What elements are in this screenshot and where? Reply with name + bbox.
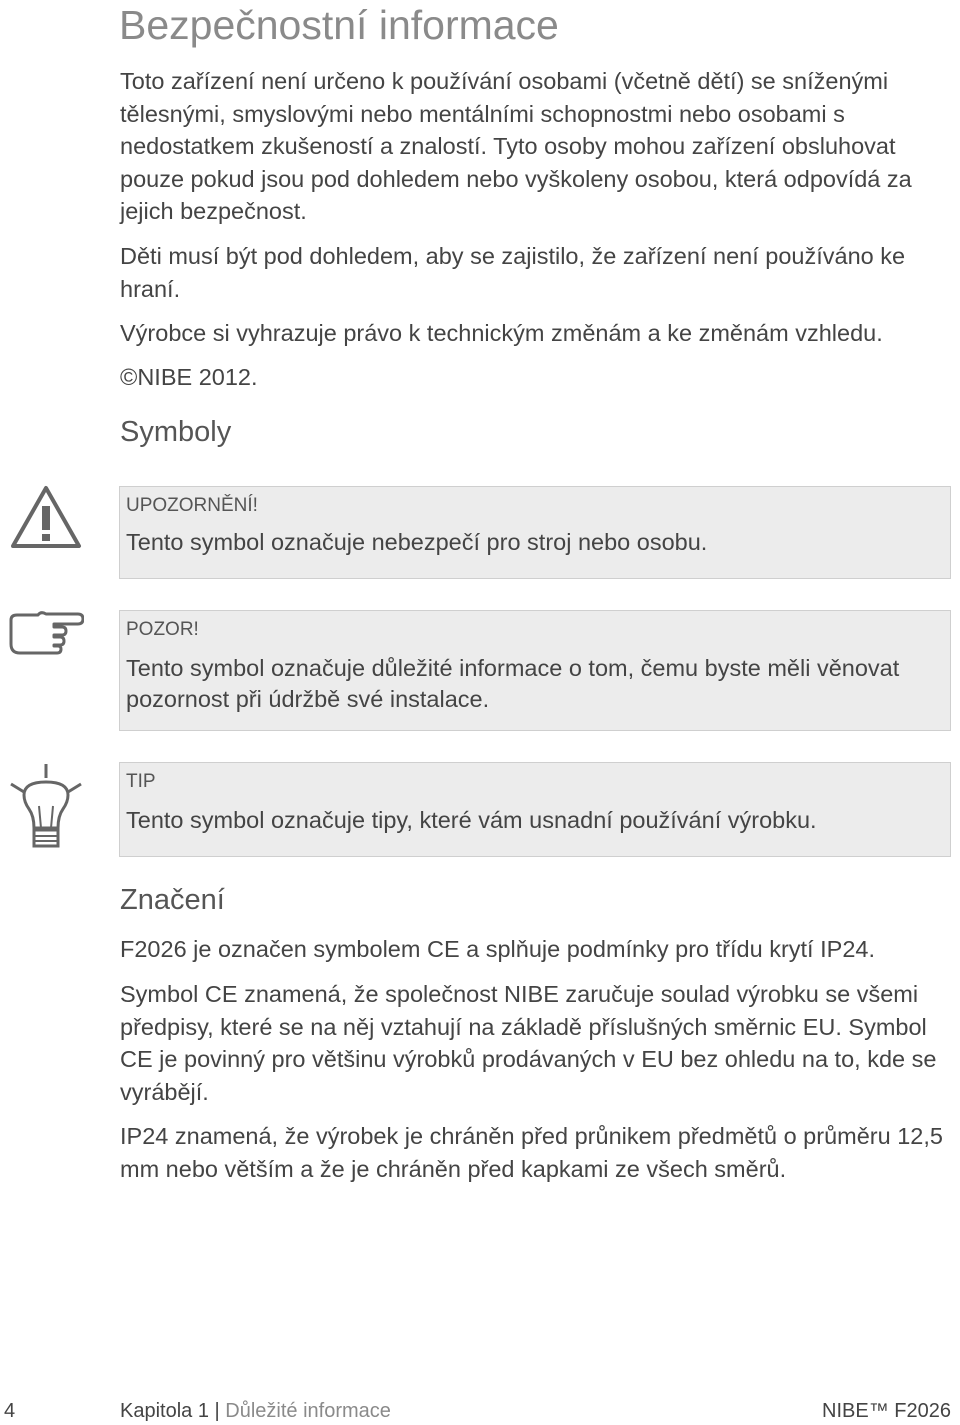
caution-label: POZOR! <box>126 619 199 640</box>
warning-triangle-icon <box>10 484 82 550</box>
caution-box <box>119 610 951 731</box>
ce-paragraph: F2026 je označen symbolem CE a splňuje podmínky pro třídu krytí IP24. <box>120 936 875 962</box>
warning-box <box>119 486 951 579</box>
ce-meaning-paragraph: Symbol CE znamená, že společnost NIBE zaručuje soulad výrobku se všemi předpisy, které se na něj vztahují na základě příslušných směrnic EU. Symbol CE je povinný pro většinu výrobků prodávaných v EU bez ohledu na to, kde se vyrábějí. <box>120 981 937 1105</box>
warning-label: UPOZORNĚNÍ! <box>126 495 258 516</box>
copyright-text: ©NIBE 2012. <box>120 364 258 390</box>
page-title: Bezpečnostní informace <box>119 2 559 48</box>
lightbulb-icon <box>8 762 84 854</box>
page-number: 4 <box>4 1400 16 1422</box>
ip24-paragraph: IP24 znamená, že výrobek je chráněn před průnikem předmětů o průměru 12,5 mm nebo větším a že je chráněn před kapkami ze všech směrů. <box>120 1123 943 1182</box>
pointing-hand-icon <box>8 610 84 656</box>
children-paragraph: Děti musí být pod dohledem, aby se zajistilo, že zařízení není používáno ke hraní. <box>120 243 906 302</box>
product-name: NIBE™ F2026 <box>822 1400 951 1422</box>
tip-box <box>119 762 951 857</box>
intro-paragraph: Toto zařízení není určeno k používání osobami (včetně dětí) se sníženými tělesnými, smyslovými nebo mentálními schopnostmi nebo osobami s nedostatkem zkušeností a znalostí. Tyto osoby mohou zařízení obsluhovat pouze pokud jsou pod dohledem nebo vyškoleny osobou, která odpovídá za jejich bezpečnost. <box>120 68 912 224</box>
caution-text: Tento symbol označuje důležité informace o tom, čemu byste měli věnovat pozornost při údržbě své instalace. <box>126 655 900 712</box>
footer-chapter <box>120 1400 391 1423</box>
tip-label: TIP <box>126 771 156 792</box>
symbols-heading: Symboly <box>120 416 232 448</box>
chapter-number: Kapitola 1 <box>120 1400 209 1422</box>
manufacturer-paragraph: Výrobce si vyhrazuje právo k technickým změnám a ke změnám vzhledu. <box>120 320 883 346</box>
chapter-title: Důležité informace <box>225 1400 391 1422</box>
marking-heading: Značení <box>120 884 225 916</box>
warning-text: Tento symbol označuje nebezpečí pro stroj nebo osobu. <box>126 529 708 555</box>
chapter-separator: | <box>214 1400 220 1422</box>
tip-text: Tento symbol označuje tipy, které vám usnadní používání výrobku. <box>126 807 817 833</box>
